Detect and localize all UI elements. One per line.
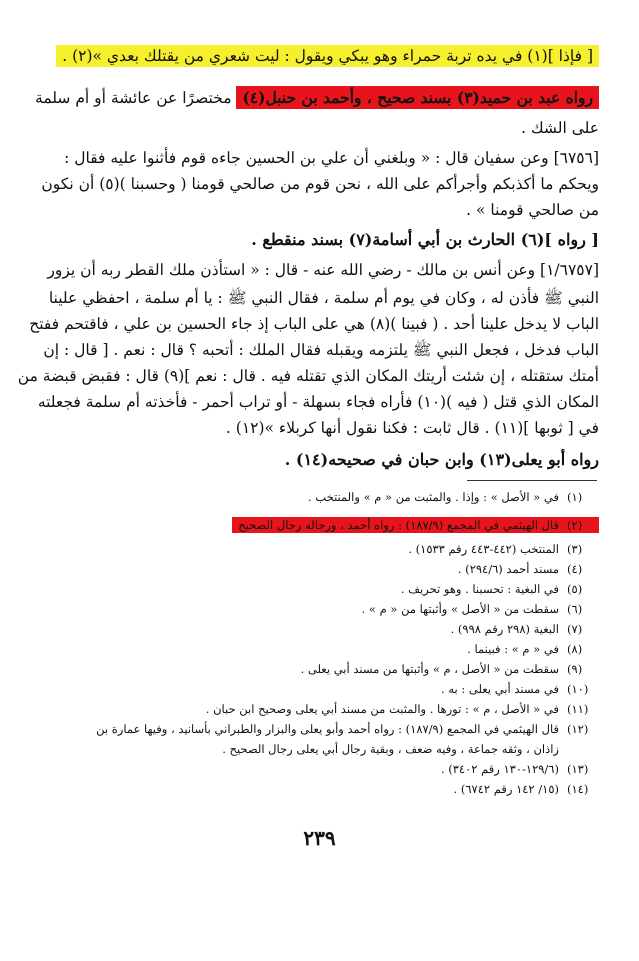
footnote: (٨)في « م » : فبينما . bbox=[467, 642, 583, 656]
text-line-10: الباب لا يدخل علينا أحد . ( فبينا )(٨) هي على الباب إذ جاء الحسين بن علي ، فاقتحم ففتح bbox=[29, 315, 599, 333]
hadith-source-heading-2: رواه أبو يعلى(١٣) وابن حبان في صحيحه(١٤) . bbox=[284, 450, 599, 469]
page-number: ٢٣٩ bbox=[303, 826, 336, 850]
text-line-4: [٦٧٥٦] وعن سفيان قال : « وبلغني أن علي بن الحسين جاءه قوم فأثنوا عليه فقال : bbox=[64, 149, 599, 167]
text-line-14: في [ ثوبها ](١١) . قال ثابت : فكنا نقول أنها كربلاء »(١٢) . bbox=[225, 419, 599, 437]
footnote: (٦)سقطت من « الأصل » وأثبتها من « م » . bbox=[361, 602, 583, 616]
text-line-3: على الشك . bbox=[521, 119, 599, 137]
footnote: (٩)سقطت من « الأصل ، م » وأثبتها من مسند أبي يعلى . bbox=[300, 662, 583, 676]
highlight-red-citation: رواه عبد بن حميد(٣) بسند صحيح ، وأحمد بن حنبل(٤) bbox=[236, 86, 599, 109]
text-line-11: الباب فدخل ، فجعل النبي ﷺ يلتزمه ويقبله فقال الملك : أتحبه ؟ قال : نعم . [ قال : إن bbox=[43, 341, 599, 359]
hadith-source-heading: [ رواه ](٦) الحارث بن أبي أسامة(٧) بسند منقطع . bbox=[251, 230, 599, 249]
footnote-continuation: زاذان ، وثقه جماعة ، وفيه ضعف ، وبقية رجال أبي يعلى رجال الصحيح . bbox=[222, 742, 559, 756]
text-line-9: النبي ﷺ فأذن له ، وكان في يوم أم سلمة ، فقال النبي ﷺ : يا أم سلمة ، احفظي علينا bbox=[48, 289, 599, 307]
text-line-1 bbox=[56, 44, 599, 68]
footnote: (٣)المنتخب (٤٤٢-٤٤٣ رقم ١٥٣٣) . bbox=[408, 542, 583, 556]
text-line-12: أمتك ستقتله ، إن شئت أريتك المكان الذي تقتله فيه . قال : نعم ](٩) قال : فقبض قبضة من bbox=[17, 367, 599, 385]
footnote: (١٤)(١٥/ ١٤٢ رقم ٦٧٤٢) . bbox=[453, 782, 589, 796]
text-line-8: [١/٦٧٥٧] وعن أنس بن مالك - رضي الله عنه - قال : « استأذن ملك القطر ربه أن يزور bbox=[47, 261, 599, 279]
text-line-6: من صالحي قومنا » . bbox=[466, 201, 599, 219]
footnote-highlighted: (٢)قال الهيثمي في المجمع (١٨٧/٩) : رواه أحمد ، ورجاله رجال الصحيح bbox=[232, 516, 599, 534]
footnote: (٧)البغية (٢٩٨ رقم ٩٩٨) . bbox=[450, 622, 583, 636]
footnote-separator bbox=[467, 480, 597, 481]
footnote: (١٠)في مسند أبي يعلى : به . bbox=[441, 682, 589, 696]
footnote: (١)في « الأصل » : وإذا . والمثبت من « م » والمنتخب . bbox=[308, 490, 583, 504]
footnote: (١١)في « الأصل ، م » : تورها . والمثبت من مسند أبي يعلى وصحيح ابن حبان . bbox=[205, 702, 589, 716]
highlight-yellow: [ فإذا ](١) في يده تربة حمراء وهو يبكي ويقول : ليت شعري من يقتلك بعدي »(٢) . bbox=[56, 45, 599, 67]
footnote: (١٢)قال الهيثمي في المجمع (١٨٧/٩) : رواه أحمد وأبو يعلى والبزار والطبراني بأسانيد ، وفيها عمارة بن bbox=[96, 722, 589, 736]
text-line-13: المكان الذي قتل ( فيه )(١٠) فأراه فجاء بسهلة - أو تراب أحمر - فأخذته أم سلمة فجعلته bbox=[37, 393, 599, 411]
text-line-5: ويحكم ما أكذبكم وأجرأكم على الله ، نحن قوم من صالحي قومنا ( وحسبنا )(٥) أن نكون bbox=[41, 175, 599, 193]
footnote: (٤)مسند أحمد (٢٩٤/٦) . bbox=[457, 562, 583, 576]
text-line-2 bbox=[35, 86, 599, 110]
footnote: (١٣)(١٢٩/٦-١٣٠ رقم ٣٤٠٢) . bbox=[440, 762, 589, 776]
text-line-2-rest: مختصرًا عن عائشة أو أم سلمة bbox=[35, 89, 232, 107]
footnote: (٥)في البغية : تحسبنا . وهو تحريف . bbox=[400, 582, 583, 596]
